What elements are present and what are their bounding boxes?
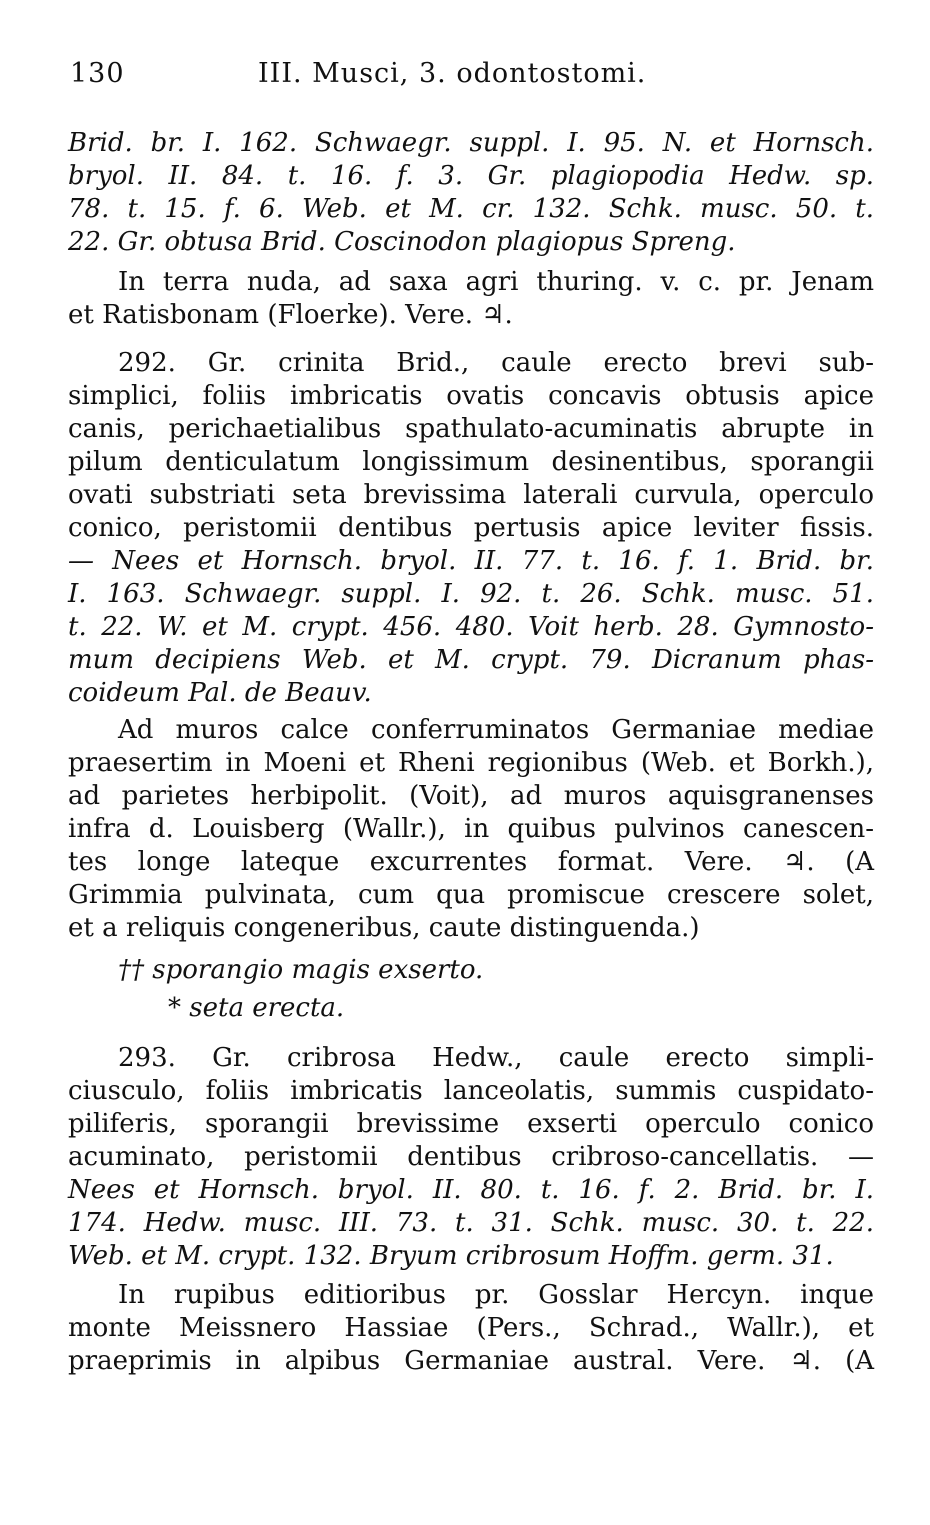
text-line: coideum Pal. de Beauv. xyxy=(68,678,372,708)
text-line: mum decipiens Web. et M. crypt. 79. Dicranum phas- xyxy=(68,645,874,675)
text-line: bryol. II. 84. t. 16. f. 3. Gr. plagiopodia Hedw. sp. xyxy=(68,161,874,191)
text-line: infra d. Louisberg (Wallr.), in quibus pulvinos canescen- xyxy=(68,814,874,844)
text-line: Ad muros calce conferruminatos Germaniae mediae xyxy=(118,715,874,745)
text-line: Web. et M. crypt. 132. Bryum cribrosum Hoffm. germ. 31. xyxy=(68,1241,834,1271)
text-line: I. 163. Schwaegr. suppl. I. 92. t. 26. Schk. musc. 51. xyxy=(68,579,874,609)
text-line: et Ratisbonam (Floerke). Vere. ♃. xyxy=(68,300,513,330)
page-number: 130 xyxy=(70,58,125,89)
text-line: Brid. br. I. 162. Schwaegr. suppl. I. 95. N. et Hornsch. xyxy=(68,128,874,158)
page-header xyxy=(70,58,870,98)
species-heading-293: 293. Gr. cribrosa Hedw., caule erecto simpli- xyxy=(118,1043,874,1073)
text-line: praesertim in Moeni et Rheni regionibus (Web. et Borkh.), xyxy=(68,748,874,778)
text-line: pilum denticulatum longissimum desinentibus, sporangii xyxy=(68,447,874,477)
text-line: simplici, foliis imbricatis ovatis concavis obtusis apice xyxy=(68,381,874,411)
text-line: tes longe lateque excurrentes format. Vere. ♃. (A xyxy=(68,847,874,877)
text-line: et a reliquis congeneribus, caute distinguenda.) xyxy=(68,913,700,943)
text-line: Nees et Hornsch. bryol. II. 80. t. 16. f. 2. Brid. br. I. xyxy=(68,1175,874,1205)
text-line: Grimmia pulvinata, cum qua promiscue crescere solet, xyxy=(68,880,874,910)
text-line: 78. t. 15. f. 6. Web. et M. cr. 132. Schk. musc. 50. t. xyxy=(68,194,874,224)
text-line: ovati substriati seta brevissima laterali curvula, operculo xyxy=(68,480,874,510)
text-line: praeprimis in alpibus Germaniae austral. Vere. ♃. (A xyxy=(68,1346,874,1376)
text-line: conico, peristomii dentibus pertusis apice leviter fissis. xyxy=(68,513,874,543)
text-line: ciusculo, foliis imbricatis lanceolatis, summis cuspidato- xyxy=(68,1076,874,1106)
text-line: piliferis, sporangii brevissime exserti operculo conico xyxy=(68,1109,874,1139)
text-line: In rupibus editioribus pr. Gosslar Hercyn. inque xyxy=(118,1280,874,1310)
text-line: — Nees et Hornsch. bryol. II. 77. t. 16. f. 1. Brid. br. xyxy=(68,546,874,576)
text-line: ad parietes herbipolit. (Voit), ad muros aquisgranenses xyxy=(68,781,874,811)
text-line: 22. Gr. obtusa Brid. Coscinodon plagiopus Spreng. xyxy=(68,227,736,257)
text-line: acuminato, peristomii dentibus cribroso-cancellatis. — xyxy=(68,1142,874,1172)
text-line: t. 22. W. et M. crypt. 456. 480. Voit herb. 28. Gymnosto- xyxy=(68,612,874,642)
key-heading: †† sporangio magis exserto. xyxy=(118,955,484,985)
text-line: canis, perichaetialibus spathulato-acuminatis abrupte in xyxy=(68,414,874,444)
key-heading: * seta erecta. xyxy=(168,993,345,1023)
text-line: In terra nuda, ad saxa agri thuring. v. c. pr. Jenam xyxy=(118,267,874,297)
text-line: monte Meissnero Hassiae (Pers., Schrad., Wallr.), et xyxy=(68,1313,874,1343)
species-heading-292: 292. Gr. crinita Brid., caule erecto brevi sub- xyxy=(118,348,874,378)
text-line: 174. Hedw. musc. III. 73. t. 31. Schk. musc. 30. t. 22. xyxy=(68,1208,874,1238)
running-title: III. Musci, 3. odontostomi. xyxy=(258,58,647,89)
